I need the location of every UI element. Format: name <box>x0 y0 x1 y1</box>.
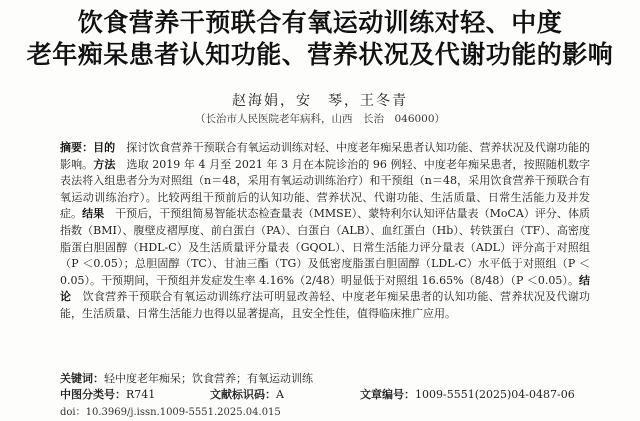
doc-code-cell <box>210 386 360 402</box>
article-title-line-2: 老年痴呆患者认知功能、营养状况及代谢功能的影响 <box>26 40 614 69</box>
results-label: 结果 <box>82 207 105 221</box>
keywords-line <box>60 370 620 386</box>
methods-label: 方法 <box>93 157 116 171</box>
objective-text: 探讨饮食营养干预联合有氧运动训练对轻、中度老年痴呆患者认知功能、营养状况及代谢功能的影响。 <box>60 141 591 171</box>
abstract <box>60 140 590 323</box>
doi[interactable]: doi：10.3969/j.issn.1009-5551.2025.04.015 <box>60 407 281 418</box>
article-id-value: 1009-5551(2025)04-0487-06 <box>415 388 575 401</box>
methods-text: 选取 2019 年 4 月至 2021 年 3 月在本院诊治的 96 例轻、中度老年痴呆患者，按照随机数字表法将入组患者分为对照组（n＝48，采用有氧运动训练治疗）和干预组（n＝48，采用饮食营养干预联合有氧运动训练治疗）。比较两组干预前后的认知功能、营养状况、代谢功能、生活质量、日常生活能力及并发症。 <box>60 157 591 221</box>
keywords-label: 关键词： <box>60 372 104 385</box>
conclusion-text: 饮食营养干预联合有氧运动训练疗法可明显改善轻、中度老年痴呆患者的认知功能、营养状况及代谢功能，生活质量、日常生活能力也得以显著提高，且安全性佳，值得临床推广应用。 <box>60 290 591 320</box>
article-id-label: 文章编号： <box>360 388 415 401</box>
abstract-label: 摘要： <box>60 141 94 154</box>
conclusion-label: 结论 <box>60 273 590 304</box>
doc-code-value: A <box>276 388 284 401</box>
classification-cell <box>60 386 210 402</box>
classification-line <box>60 386 620 402</box>
authors: 赵海娟，安 琴，王冬青 <box>232 93 408 109</box>
objective-label: 目的 <box>93 141 116 154</box>
affiliation: （长治市人民医院老年病科，山西 长治 046000） <box>194 113 446 125</box>
classification-label: 中图分类号： <box>60 388 126 401</box>
classification-value: R741 <box>126 388 156 401</box>
results-text: 干预后，干预组简易智能状态检查量表（MMSE）、蒙特利尔认知评估量表（MoCA）评分、体质指数（BMI）、腹壁皮褶厚度、前白蛋白（PA）、白蛋白（ALB）、血红蛋白（Hb）、转铁蛋白（TF）、高密度脂蛋白胆固醇（HDL-C）及生活质量评分量表（GQOL）、日常生活能力评分量表（ADL）评分高于对照组（P ＜0.05）；总胆固醇（TC）、甘油三酯（TG）及低密度脂蛋白胆固醇（LDL-C）水平低于对照组（P ＜0.05）。干预期间，干预组并发症发生率 4.16%（2/48）明显低于对照组 16.65%（8/48）（P ＜0.05）。 <box>60 207 591 287</box>
keywords-value: 轻中度老年痴呆；饮食营养；有氧运动训练 <box>104 372 313 385</box>
article-id-cell <box>360 386 575 402</box>
doc-code-label: 文献标识码： <box>210 388 276 401</box>
article-title-line-1: 饮食营养干预联合有氧运动训练对轻、中度 <box>77 8 563 37</box>
